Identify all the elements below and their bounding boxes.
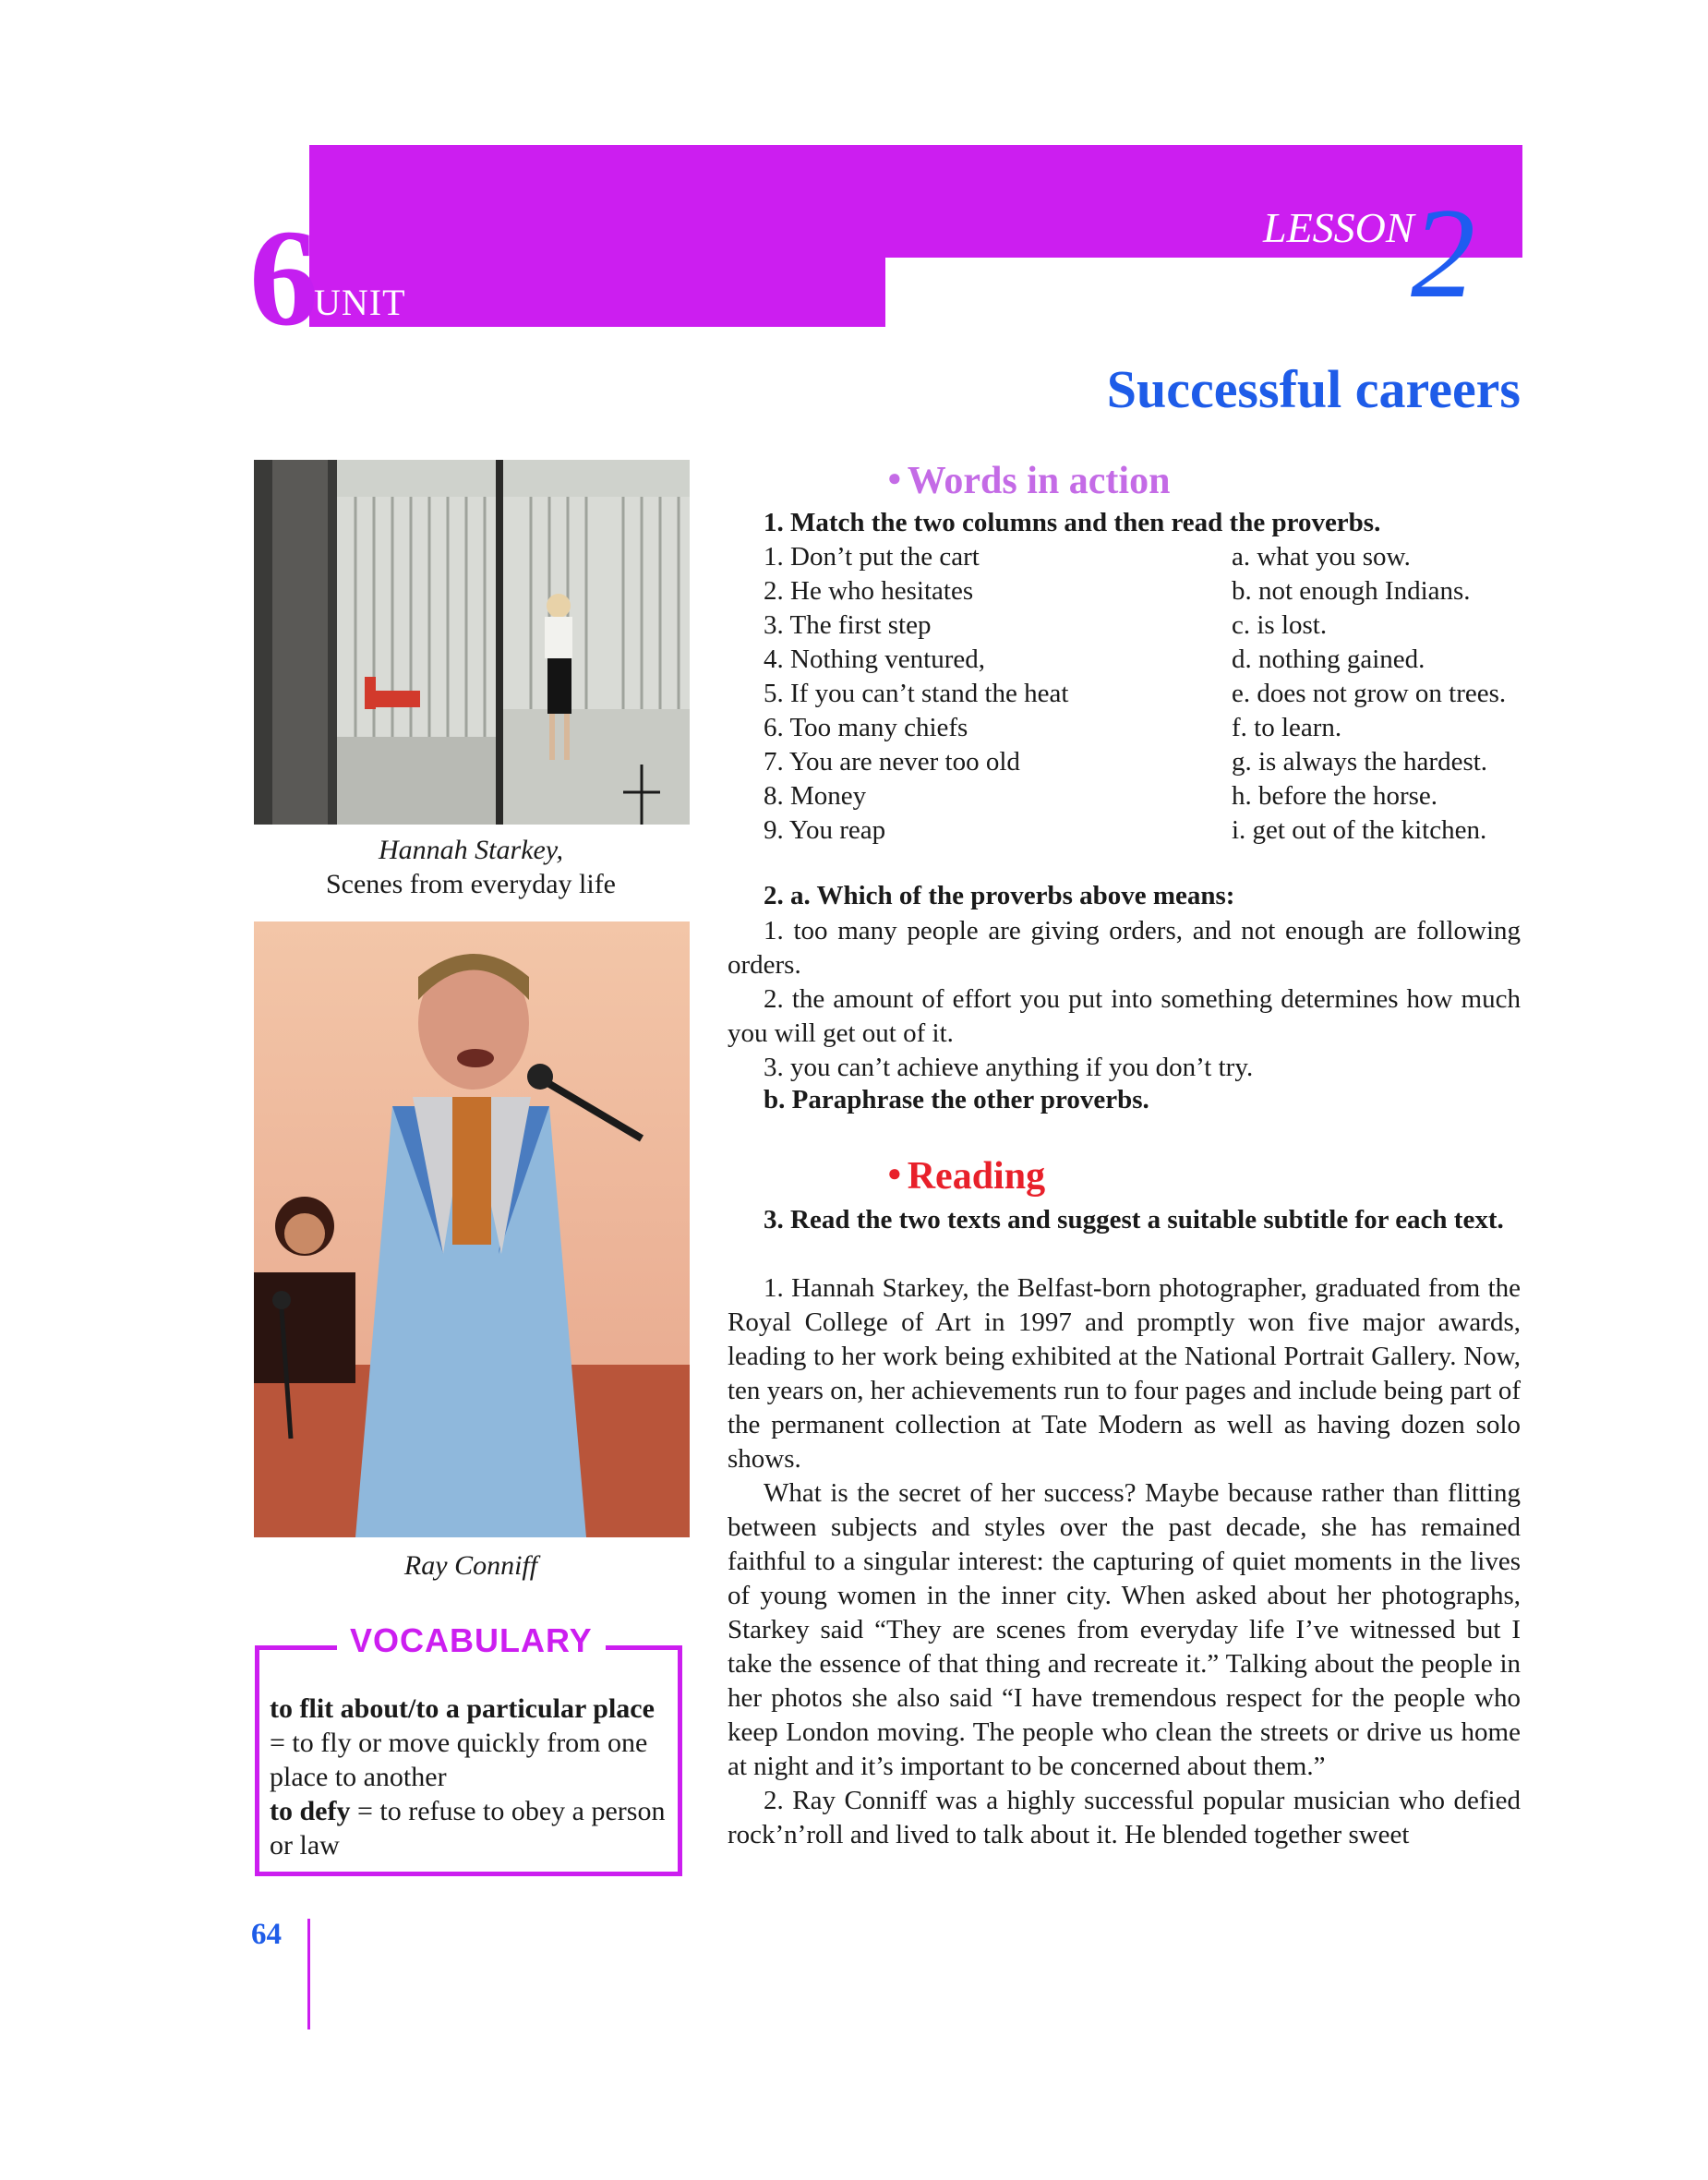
proverb-end-a: a. what you sow. (1232, 542, 1411, 572)
page-title: Successful careers (1106, 359, 1521, 419)
proverb-start-8: 8. Money (764, 781, 867, 811)
reading-label: Reading (907, 1155, 1046, 1198)
vocabulary-title: VOCABULARY (337, 1621, 606, 1660)
proverb-end-d: d. nothing gained. (1232, 644, 1425, 674)
proverb-start-6: 6. Too many chiefs (764, 713, 968, 742)
unit-number: 6 (249, 201, 315, 355)
words-in-action-heading (887, 459, 1170, 503)
proverb-end-g: g. is always the hardest. (1232, 747, 1488, 777)
question-2a-item-1: 1. too many people are giving orders, and not enough are following orders. (728, 916, 1521, 980)
reading-heading (887, 1154, 1045, 1198)
vocab-term-1: to flit about/to a particular place (270, 1693, 655, 1724)
proverb-end-c: c. is lost. (1232, 610, 1328, 640)
proverb-start-2: 2. He who hesitates (764, 576, 974, 606)
unit-label: UNIT (314, 282, 406, 323)
reading-paragraph-3: 2. Ray Conniff was a highly successful popular musician who defied rock’n’roll and lived to talk about it. He blended together sweet (728, 1786, 1521, 1849)
vocab-def-2: = to refuse to obey a person or law (270, 1796, 666, 1861)
proverb-start-3: 3. The first step (764, 610, 932, 640)
vocab-term-2: to defy (270, 1796, 351, 1826)
bullet-icon: ● (887, 1160, 902, 1186)
photo-ray-conniff (254, 921, 690, 1537)
proverb-end-f: f. to learn. (1232, 713, 1342, 742)
photo2-caption-name: Ray Conniff (403, 1550, 538, 1581)
proverb-start-1: 1. Don’t put the cart (764, 542, 980, 572)
vocab-def-1: = to fly or move quickly from one place to another (270, 1728, 648, 1792)
vocabulary-body (270, 1692, 676, 1862)
photo1-caption-work: Scenes from everyday life (325, 869, 617, 899)
lesson-label: LESSON (1263, 204, 1414, 251)
photo1-caption (254, 833, 688, 901)
question-2a-item-2: 2. the amount of effort you put into something determines how much you will get out of it. (728, 984, 1521, 1048)
page-number: 64 (251, 1918, 282, 1951)
question-3: 3. Read the two texts and suggest a suitable subtitle for each text. (764, 1205, 1504, 1235)
question-2a-item-3: 3. you can’t achieve anything if you don’t try. (764, 1053, 1254, 1082)
proverb-start-9: 9. You reap (764, 815, 886, 845)
photo-hannah-starkey (254, 460, 690, 825)
proverb-end-h: h. before the horse. (1232, 781, 1438, 811)
reading-text (728, 1271, 1521, 1852)
question-2b: b. Paraphrase the other proverbs. (764, 1085, 1149, 1114)
reading-paragraph-1: 1. Hannah Starkey, the Belfast-born photographer, graduated from the Royal College of Art in 1997 and promptly won five major awards, leading to her work being exhibited at the National Portrait Gallery. Now, ten years on, her achievements run to four pages and include being part of the permanent collection at Tate Modern as well as having dozen solo shows. (728, 1273, 1521, 1474)
bullet-icon: ● (887, 464, 902, 491)
question-2a-items (728, 914, 1521, 1085)
lesson-number: 2 (1411, 182, 1475, 325)
proverb-start-4: 4. Nothing ventured, (764, 644, 986, 674)
proverb-start-5: 5. If you can’t stand the heat (764, 679, 1069, 708)
photo1-caption-name: Hannah Starkey, (379, 835, 563, 865)
words-in-action-label: Words in action (907, 460, 1171, 502)
proverb-end-e: e. does not grow on trees. (1232, 679, 1507, 708)
proverb-end-b: b. not enough Indians. (1232, 576, 1471, 606)
proverb-end-i: i. get out of the kitchen. (1232, 815, 1487, 845)
page-number-rule (307, 1919, 310, 2029)
question-2a: 2. a. Which of the proverbs above means: (764, 881, 1235, 910)
photo2-caption (254, 1548, 688, 1583)
question-1: 1. Match the two columns and then read the proverbs. (764, 508, 1381, 537)
reading-paragraph-2: What is the secret of her success? Maybe because rather than flitting between subjects and styles over the past decade, she has remained faithful to a singular interest: the capturing of quiet moments in the lives of young women in the inner city. When asked about her photographs, Starkey said “They are scenes from everyday life I’ve witnessed but I take the essence of that thing and recreate it.” Talking about the people in her photos she also said “I have tremendous respect for the people who keep London moving. The people who clean the streets or drive us home at night and it’s important to be concerned about them.” (728, 1478, 1521, 1781)
proverb-start-7: 7. You are never too old (764, 747, 1020, 777)
